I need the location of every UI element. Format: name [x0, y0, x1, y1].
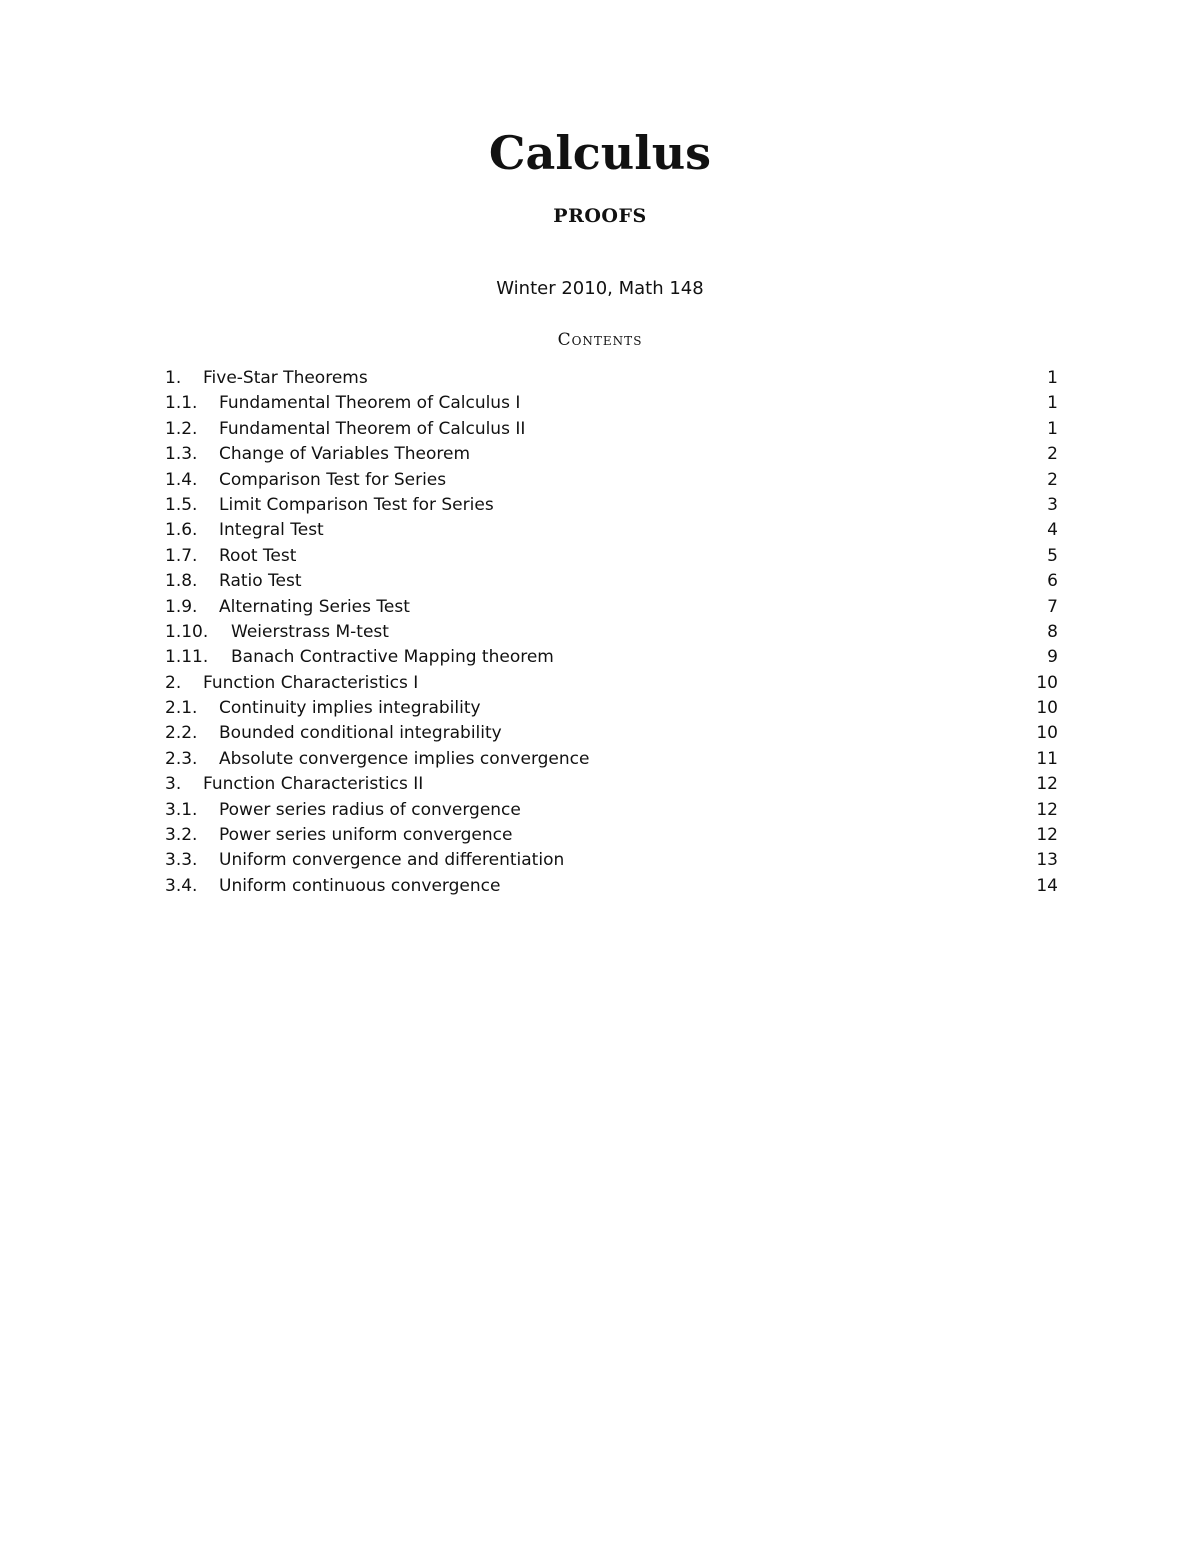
document-subtitle: PROOFS — [553, 205, 647, 227]
toc-entry-number: 2. — [165, 672, 182, 693]
toc-entry[interactable] — [165, 442, 1058, 467]
toc-entry[interactable] — [165, 645, 1058, 670]
toc-entry-title: Ratio Test — [219, 571, 302, 592]
toc-entry-title: Continuity implies integrability — [219, 698, 481, 719]
toc-entry-page: 4 — [1047, 520, 1058, 541]
toc-entry-number: 2.1. — [165, 698, 198, 719]
toc-entry[interactable] — [165, 772, 1058, 797]
toc-entry-title: Function Characteristics II — [203, 774, 424, 795]
toc-entry-page: 10 — [1036, 698, 1058, 719]
toc-entry-title: Fundamental Theorem of Calculus II — [219, 418, 526, 439]
toc-entry-title: Bounded conditional integrability — [219, 723, 502, 744]
toc-entry-title: Absolute convergence implies convergence — [219, 748, 590, 769]
toc-entry-number: 1.10. — [165, 621, 209, 642]
toc-entry-title: Limit Comparison Test for Series — [219, 494, 494, 515]
toc-entry-page: 3 — [1047, 494, 1058, 515]
toc-entry-page: 10 — [1036, 723, 1058, 744]
toc-entry-page: 13 — [1036, 850, 1058, 871]
toc-entry-number: 3.4. — [165, 875, 198, 896]
toc-entry-page: 1 — [1047, 393, 1058, 414]
toc-entry[interactable] — [165, 493, 1058, 518]
toc-entry[interactable] — [165, 798, 1058, 823]
toc-entry-number: 1.5. — [165, 494, 198, 515]
toc-entry-page: 14 — [1036, 875, 1058, 896]
toc-entry-title: Five-Star Theorems — [203, 368, 368, 388]
toc-entry[interactable] — [165, 569, 1058, 594]
toc-entry-number: 1.6. — [165, 520, 198, 541]
toc-entry-title: Function Characteristics I — [203, 672, 419, 693]
toc-entry[interactable] — [165, 696, 1058, 721]
toc-entry-title: Banach Contractive Mapping theorem — [231, 647, 554, 668]
toc-entry-number: 1.9. — [165, 596, 198, 617]
toc-entry-number: 1. — [165, 368, 182, 388]
toc-entry[interactable] — [165, 595, 1058, 620]
toc-entry-page: 9 — [1047, 647, 1058, 668]
toc-entry-title: Root Test — [219, 545, 297, 566]
toc-entry[interactable] — [165, 721, 1058, 746]
toc-entry-page: 11 — [1036, 748, 1058, 769]
toc-entry[interactable] — [165, 823, 1058, 848]
toc-entry-title: Fundamental Theorem of Calculus I — [219, 393, 521, 414]
toc-entry[interactable] — [165, 747, 1058, 772]
toc-entry-title: Integral Test — [219, 520, 324, 541]
toc-entry[interactable] — [165, 518, 1058, 543]
toc-entry-page: 5 — [1047, 545, 1058, 566]
toc-entry-number: 1.3. — [165, 444, 198, 465]
toc-entry-page: 10 — [1036, 672, 1058, 693]
toc-entry-page: 1 — [1047, 418, 1058, 439]
toc-entry-number: 2.3. — [165, 748, 198, 769]
toc-entry-page: 8 — [1047, 621, 1058, 642]
toc-entry[interactable] — [165, 848, 1058, 873]
toc-entry[interactable] — [165, 874, 1058, 899]
toc-entry-page: 2 — [1047, 444, 1058, 465]
toc-entry-page: 2 — [1047, 469, 1058, 490]
toc-entry-title: Uniform continuous convergence — [219, 875, 501, 896]
toc-entry-number: 1.11. — [165, 647, 209, 668]
toc-entry[interactable] — [165, 391, 1058, 416]
toc-entry-number: 1.4. — [165, 469, 198, 490]
toc-entry-number: 1.8. — [165, 571, 198, 592]
toc-entry-number: 3.2. — [165, 825, 198, 846]
toc-entry[interactable] — [165, 468, 1058, 493]
toc-entry-page: 6 — [1047, 571, 1058, 592]
toc-entry-page: 12 — [1036, 825, 1058, 846]
toc-entry-title: Weierstrass M-test — [231, 621, 389, 642]
contents-heading: Contents — [557, 330, 643, 350]
toc-entry-title: Change of Variables Theorem — [219, 444, 471, 465]
toc-entry-page: 12 — [1036, 799, 1058, 820]
toc-entry[interactable] — [165, 671, 1058, 696]
toc-entry-number: 3.3. — [165, 850, 198, 871]
toc-entry-title: Power series radius of convergence — [219, 799, 521, 820]
toc-entry-number: 1.1. — [165, 393, 198, 414]
toc-entry-number: 2.2. — [165, 723, 198, 744]
toc-entry-number: 3.1. — [165, 799, 198, 820]
toc-entry-page: 12 — [1036, 774, 1058, 795]
toc-entry-number: 1.2. — [165, 418, 198, 439]
toc-entry[interactable] — [165, 366, 1058, 391]
toc-entry[interactable] — [165, 544, 1058, 569]
toc-entry-number: 3. — [165, 774, 182, 795]
toc-entry-title: Comparison Test for Series — [219, 469, 447, 490]
toc-entry-title: Uniform convergence and differentiation — [219, 850, 565, 871]
document-title: Calculus — [488, 126, 712, 180]
course-info: Winter 2010, Math 148 — [496, 278, 704, 299]
toc-entry[interactable] — [165, 620, 1058, 645]
toc-entry-title: Alternating Series Test — [219, 596, 410, 617]
toc-entry[interactable] — [165, 417, 1058, 442]
table-of-contents — [165, 366, 1058, 899]
toc-entry-page: 7 — [1047, 596, 1058, 617]
toc-entry-title: Power series uniform convergence — [219, 825, 513, 846]
toc-entry-number: 1.7. — [165, 545, 198, 566]
toc-entry-page: 1 — [1047, 368, 1058, 388]
